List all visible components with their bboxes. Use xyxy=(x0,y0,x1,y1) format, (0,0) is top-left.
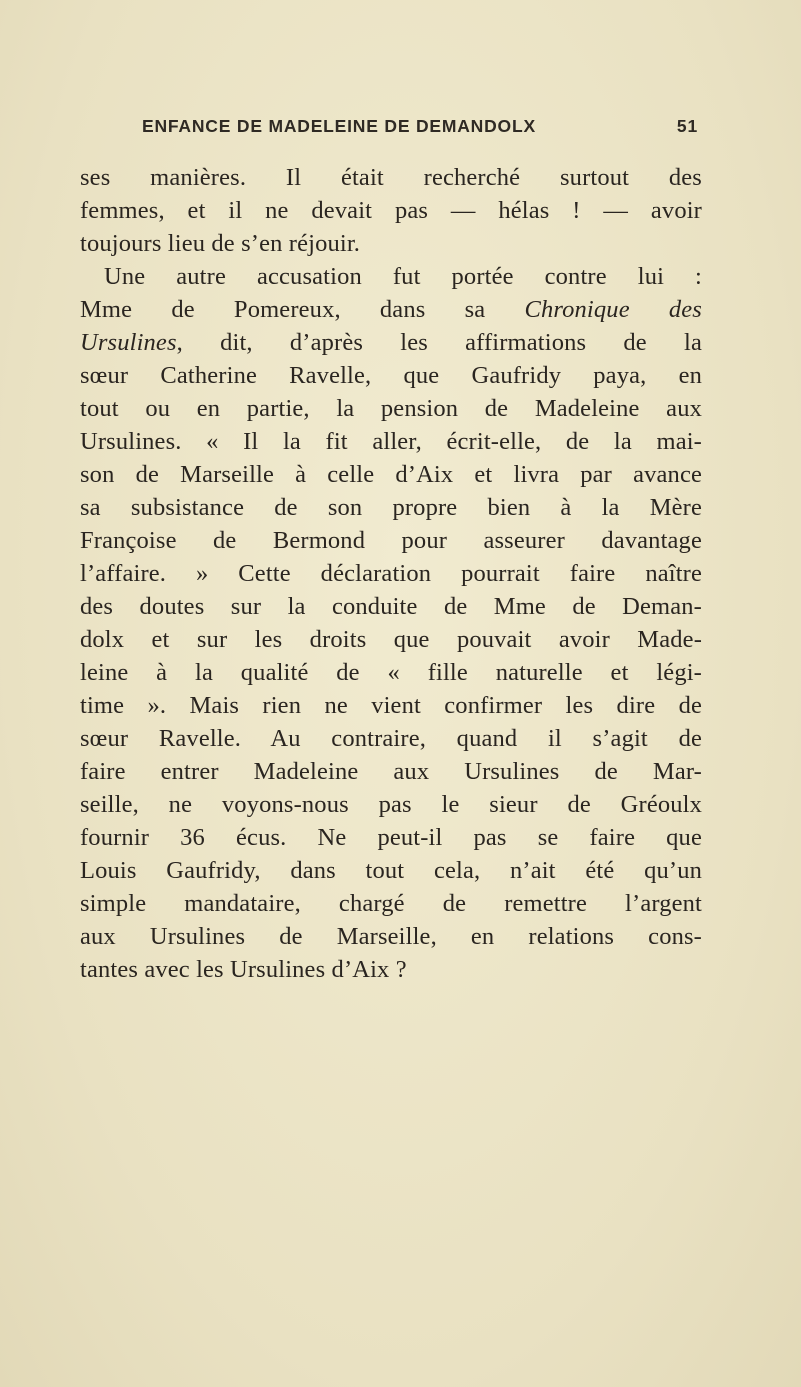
text-line: leine à la qualité de « fille naturelle et légi- xyxy=(80,659,702,686)
text-line: tout ou en partie, la pension de Madeleine aux xyxy=(80,395,702,422)
text-line: time ». Mais rien ne vient confirmer les dire de xyxy=(80,692,702,719)
text-run: Mme de Pomereux, dans sa xyxy=(80,296,525,323)
paragraph-start-line: Une autre accusation fut portée contre lui : xyxy=(104,263,702,290)
text-line: faire entrer Madeleine aux Ursulines de Mar- xyxy=(80,758,702,785)
text-line: toujours lieu de s’en réjouir. xyxy=(80,230,361,257)
running-title: ENFANCE DE MADELEINE DE DEMANDOLX xyxy=(142,116,536,136)
text-line: sœur Ravelle. Au contraire, quand il s’agit de xyxy=(80,725,702,752)
text-line: aux Ursulines de Marseille, en relations cons- xyxy=(80,923,702,950)
text-line: dolx et sur les droits que pouvait avoir Made- xyxy=(80,626,702,653)
text-line: femmes, et il ne devait pas — hélas ! — avoir xyxy=(80,197,702,224)
page-number: 51 xyxy=(676,116,698,136)
text-line: l’affaire. » Cette déclaration pourrait faire naître xyxy=(80,560,702,587)
text-line: sœur Catherine Ravelle, que Gaufridy paya, en xyxy=(80,362,702,389)
text-line: Ursulines. « Il la fit aller, écrit-elle, de la mai- xyxy=(80,428,702,455)
text-line xyxy=(80,326,702,359)
text-line: son de Marseille à celle d’Aix et livra par avance xyxy=(80,461,702,488)
text-line: fournir 36 écus. Ne peut-il pas se faire que xyxy=(80,824,702,851)
book-title-italic: Ursulines xyxy=(80,329,177,356)
text-line: Françoise de Bermond pour asseurer davantage xyxy=(80,527,702,554)
book-title-italic: Chronique des xyxy=(524,296,702,323)
text-line: seille, ne voyons-nous pas le sieur de Gréoulx xyxy=(80,791,702,818)
body-text xyxy=(80,161,702,986)
text-line: simple mandataire, chargé de remettre l’argent xyxy=(80,890,702,917)
running-head xyxy=(142,116,702,140)
text-line: des doutes sur la conduite de Mme de Deman- xyxy=(80,593,702,620)
text-run: , dit, d’après les affirmations de la xyxy=(176,329,702,356)
text-line: Louis Gaufridy, dans tout cela, n’ait été qu’un xyxy=(80,857,702,884)
text-line: tantes avec les Ursulines d’Aix ? xyxy=(80,956,407,983)
text-line: sa subsistance de son propre bien à la Mère xyxy=(80,494,702,521)
text-line: ses manières. Il était recherché surtout des xyxy=(80,164,702,191)
text-line xyxy=(80,293,702,326)
